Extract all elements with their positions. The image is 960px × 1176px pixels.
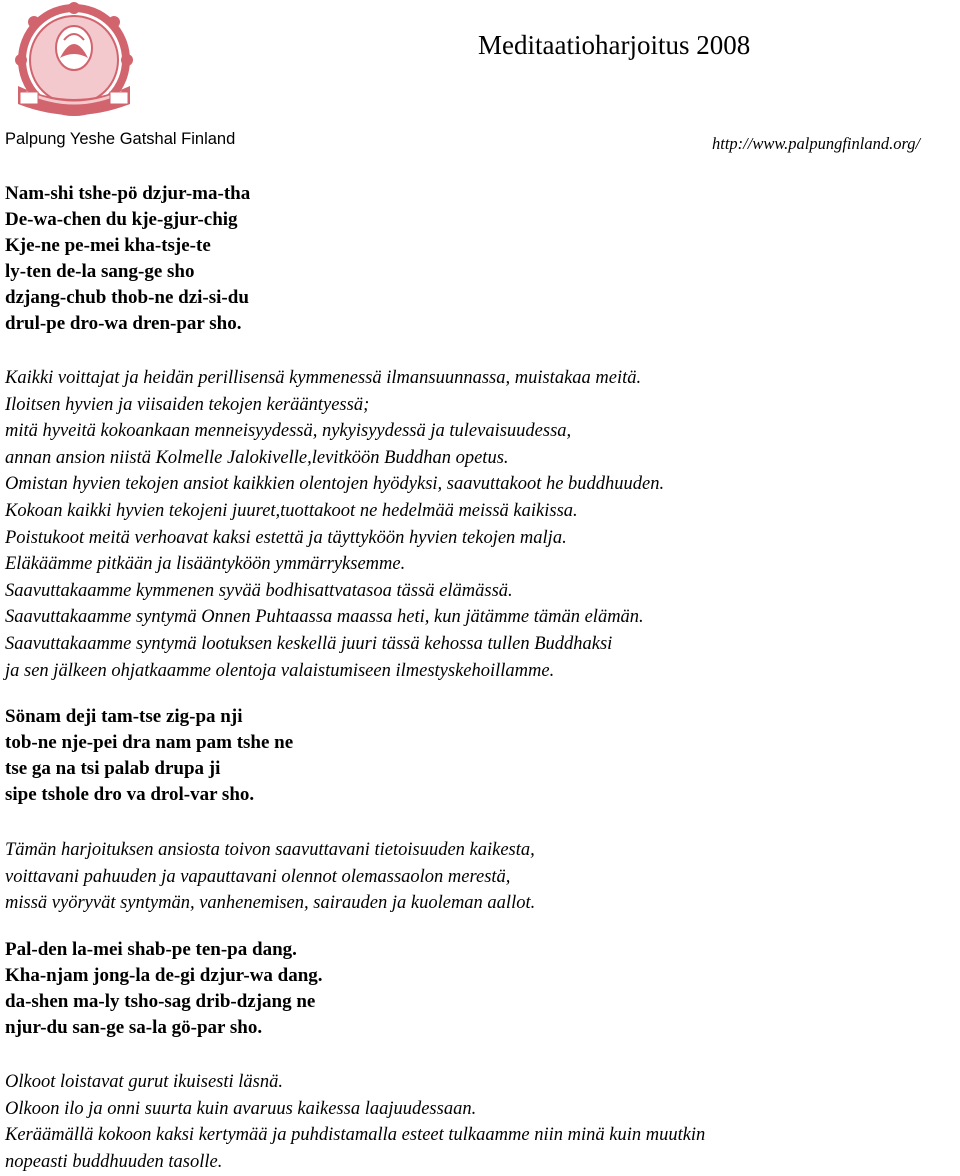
- translation-line: mitä hyveitä kokoankaan menneisyydessä, nykyisyydessä ja tulevaisuudessa,: [5, 421, 572, 442]
- translation-line: missä vyöryvät syntymän, vanhenemisen, sairauden ja kuoleman aallot.: [5, 893, 536, 914]
- verse-line: tse ga na tsi palab drupa ji: [5, 758, 221, 779]
- translation-line: annan ansion niistä Kolmelle Jalokivelle,levitköön Buddhan opetus.: [5, 447, 509, 468]
- translation-line: Iloitsen hyvien ja viisaiden tekojen kerääntyessä;: [5, 394, 370, 415]
- translation-line: Saavuttakaamme syntymä Onnen Puhtaassa maassa heti, kun jätämme tämän elämän.: [5, 607, 644, 628]
- translation-line: Kokoan kaikki hyvien tekojeni juuret,tuottakoot ne hedelmää meissä kaikissa.: [5, 500, 578, 521]
- tibetan-verse-3: [5, 937, 323, 1041]
- translation-line: Tämän harjoituksen ansiosta toivon saavuttavani tietoisuuden kaikesta,: [5, 840, 535, 860]
- finnish-translation-3: [5, 1069, 705, 1175]
- palpung-logo: [4, 0, 144, 122]
- tibetan-verse-2: [5, 704, 293, 808]
- verse-line: drul-pe dro-wa dren-par sho.: [5, 313, 242, 334]
- finnish-translation-2: [5, 837, 535, 917]
- verse-line: ly-ten de-la sang-ge sho: [5, 261, 195, 282]
- document-title: Meditaatioharjoitus 2008: [478, 30, 751, 60]
- translation-line: Kaikki voittajat ja heidän perillisensä kymmenessä ilmansuunnassa, muistakaa meitä.: [5, 368, 642, 388]
- translation-line: Omistan hyvien tekojen ansiot kaikkien olentojen hyödyksi, saavuttakoot he buddhuuden.: [5, 474, 665, 495]
- organization-url[interactable]: http://www.palpungfinland.org/: [712, 134, 921, 153]
- verse-line: Nam-shi tshe-pö dzjur-ma-tha: [5, 183, 251, 204]
- verse-line: da-shen ma-ly tsho-sag drib-dzjang ne: [5, 991, 316, 1012]
- verse-line: njur-du san-ge sa-la gö-par sho.: [5, 1017, 263, 1038]
- verse-line: Kha-njam jong-la de-gi dzjur-wa dang.: [5, 965, 323, 986]
- verse-line: Sönam deji tam-tse zig-pa nji: [5, 706, 243, 727]
- verse-line: Kje-ne pe-mei kha-tsje-te: [5, 235, 211, 256]
- translation-line: Olkoon ilo ja onni suurta kuin avaruus kaikessa laajuudessaan.: [5, 1098, 477, 1119]
- translation-line: ja sen jälkeen ohjatkaamme olentoja valaistumiseen ilmestyskehoillamme.: [5, 660, 555, 681]
- translation-line: Saavuttakaamme kymmenen syvää bodhisattvatasoa tässä elämässä.: [5, 580, 513, 601]
- translation-line: Eläkäämme pitkään ja lisääntyköön ymmärryksemme.: [5, 554, 406, 575]
- translation-line: Poistukoot meitä verhoavat kaksi estettä ja täyttyköön hyvien tekojen malja.: [5, 527, 567, 548]
- verse-line: tob-ne nje-pei dra nam pam tshe ne: [5, 732, 294, 753]
- organization-name: Palpung Yeshe Gatshal Finland: [5, 130, 236, 148]
- finnish-translation-1: [5, 365, 664, 684]
- verse-line: Pal-den la-mei shab-pe ten-pa dang.: [5, 939, 297, 960]
- translation-line: Saavuttakaamme syntymä lootuksen keskellä juuri tässä kehossa tullen Buddhaksi: [5, 633, 613, 654]
- verse-line: De-wa-chen du kje-gjur-chig: [5, 209, 238, 230]
- verse-line: sipe tshole dro va drol-var sho.: [5, 784, 255, 805]
- translation-line: voittavani pahuuden ja vapauttavani olennot olemassaolon merestä,: [5, 866, 511, 887]
- translation-line: nopeasti buddhuuden tasolle.: [5, 1151, 223, 1172]
- translation-line: Keräämällä kokoon kaksi kertymää ja puhdistamalla esteet tulkaamme niin minä kuin muutkin: [5, 1125, 706, 1146]
- verse-line: dzjang-chub thob-ne dzi-si-du: [5, 287, 249, 308]
- translation-line: Olkoot loistavat gurut ikuisesti läsnä.: [5, 1072, 284, 1092]
- tibetan-verse-1: [5, 181, 250, 337]
